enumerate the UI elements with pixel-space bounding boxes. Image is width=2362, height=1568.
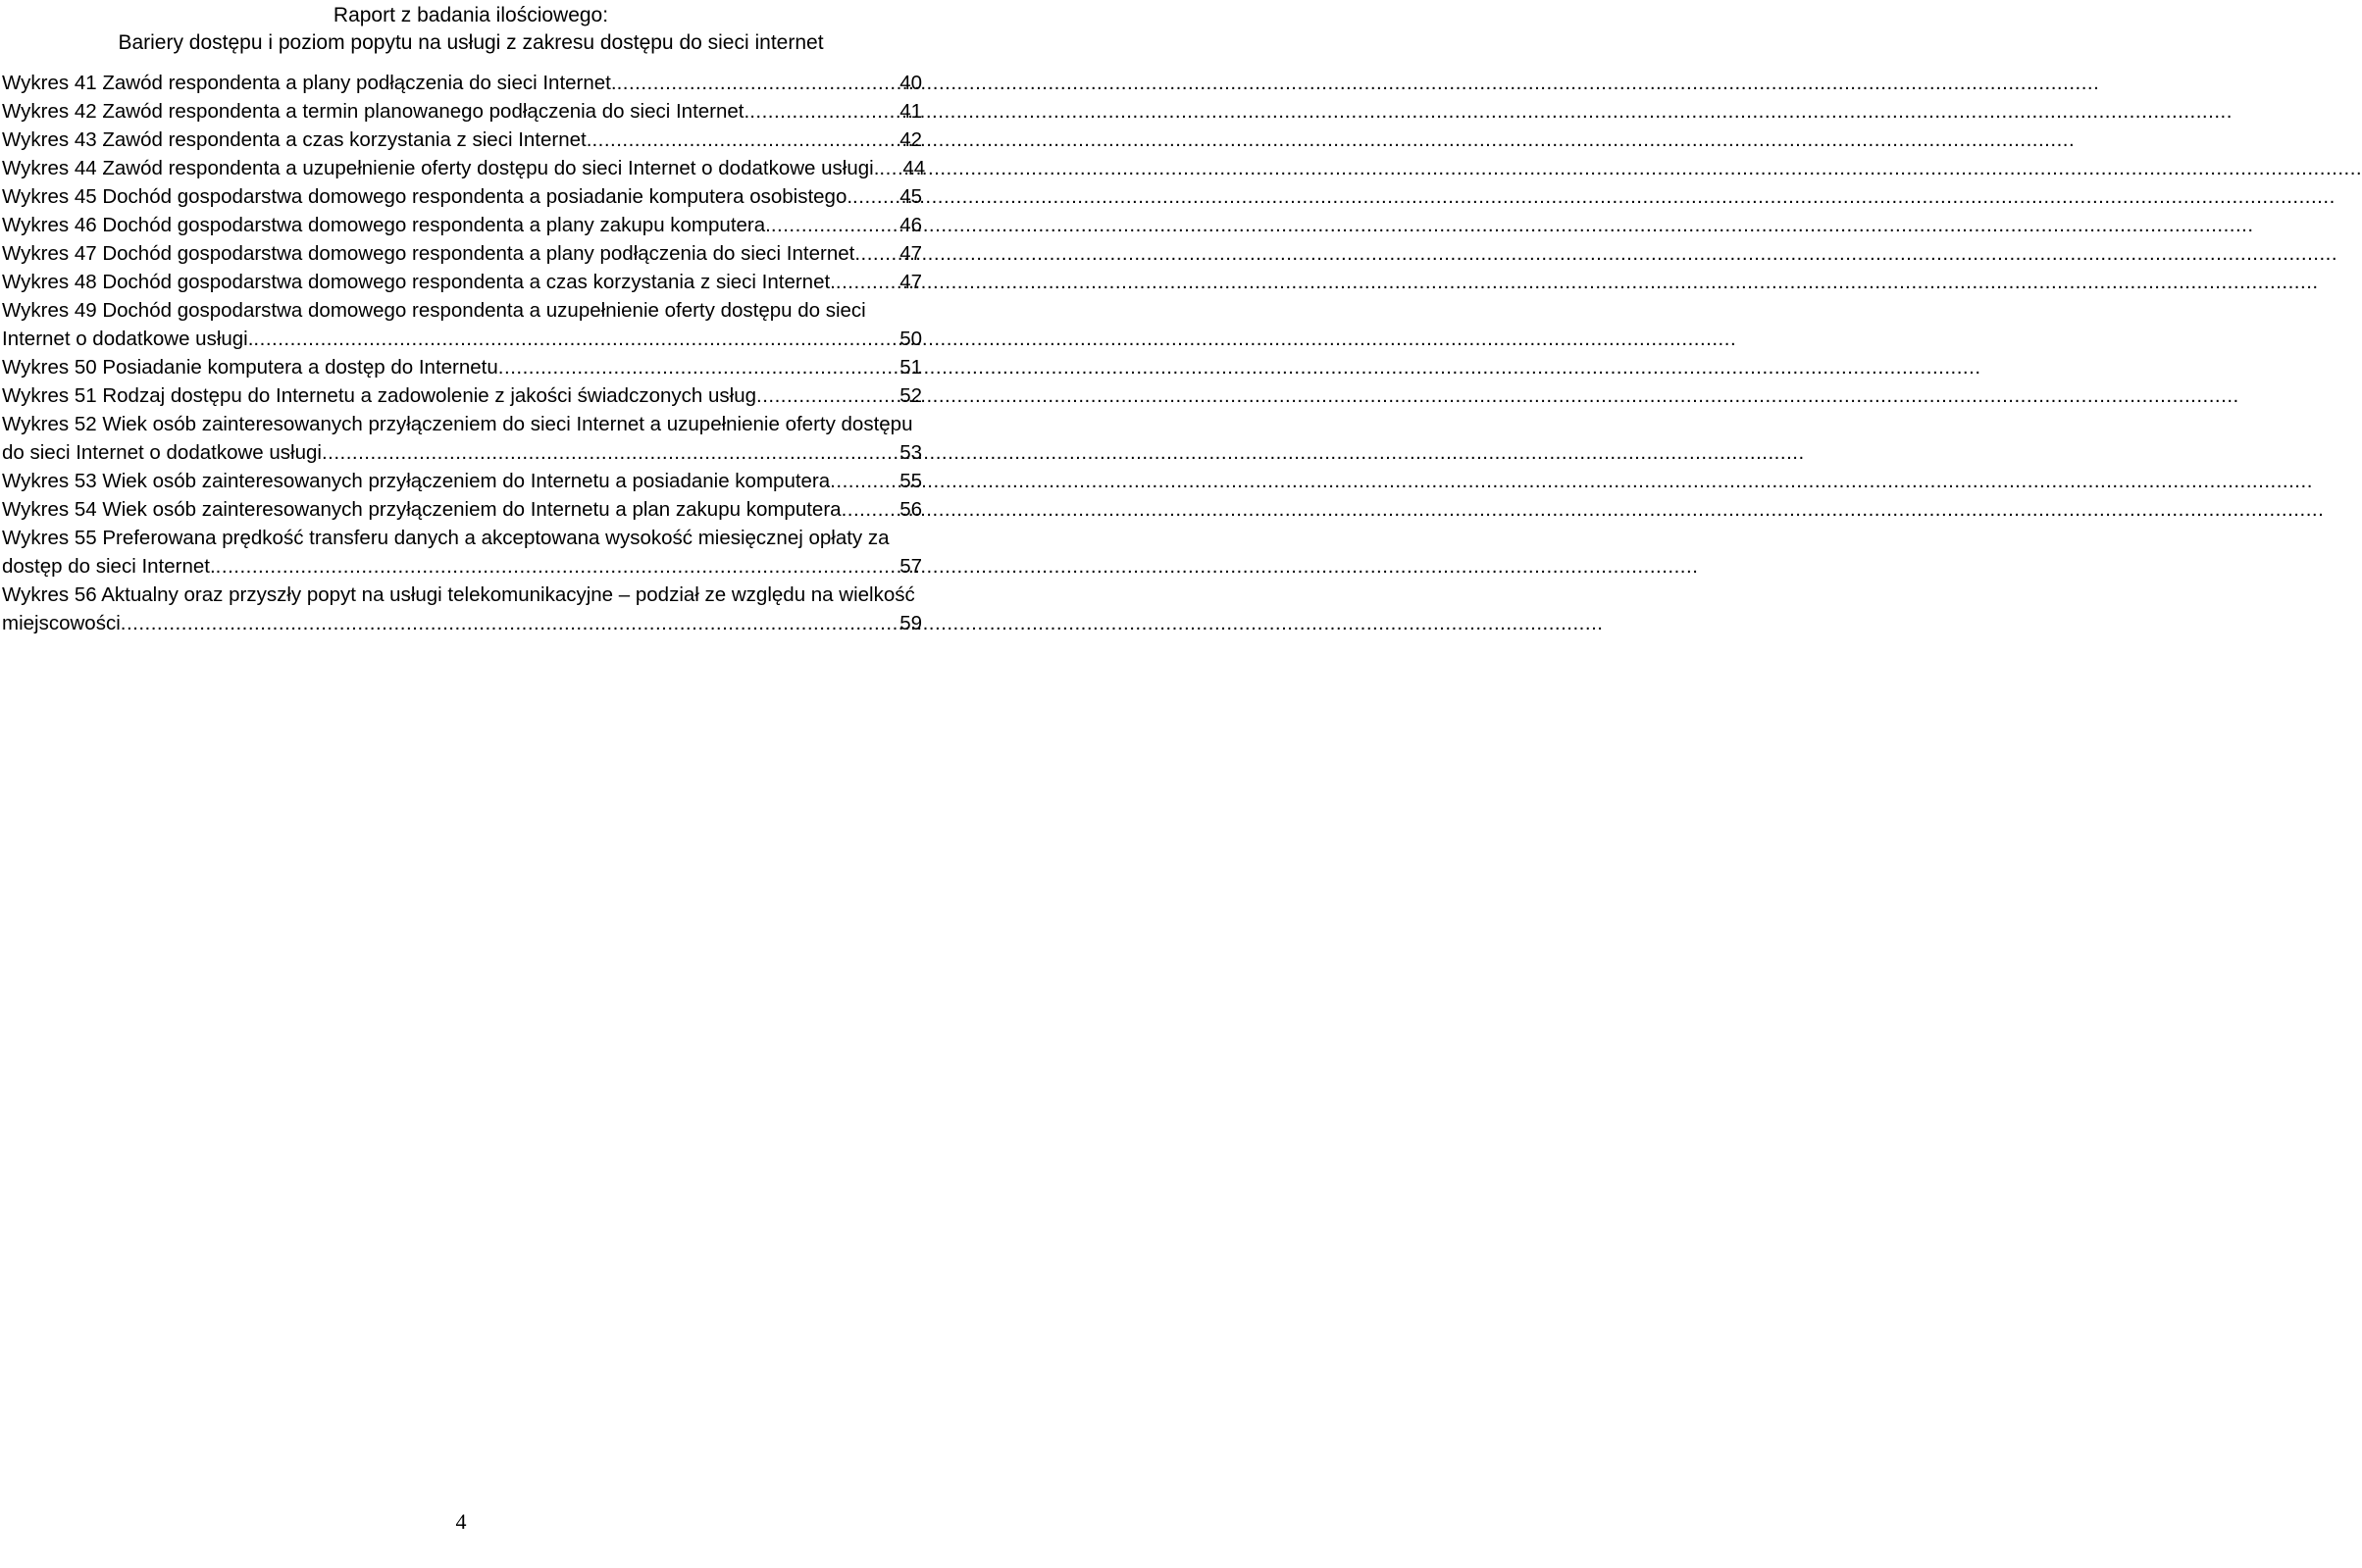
toc-entry-line [2, 97, 922, 126]
toc-entry-line [2, 268, 922, 296]
toc-entry-line [2, 438, 922, 467]
report-header [0, 2, 942, 57]
toc-entry-line [2, 552, 922, 581]
toc-entry[interactable] [2, 410, 922, 467]
page-number: 4 [455, 1509, 467, 1534]
toc-entry-line [2, 325, 922, 353]
toc-entry-title: Wykres 51 Rodzaj dostępu do Internetu a zadowolenie z jakości świadczonych usług [2, 384, 756, 407]
toc-page-number: 51 [899, 356, 922, 379]
toc-entry[interactable] [2, 296, 922, 353]
toc-entry[interactable] [2, 239, 922, 268]
toc-page-number: 41 [899, 100, 922, 123]
toc-dot-leader [322, 438, 896, 467]
toc-entry[interactable] [2, 353, 922, 381]
table-of-figures [2, 69, 926, 637]
toc-entry-title-line: Wykres 52 Wiek osób zainteresowanych przyłączeniem do sieci Internet a uzupełnienie oferty dostępu [2, 413, 913, 435]
toc-entry-line [2, 69, 922, 97]
toc-page-number: 47 [899, 271, 922, 293]
report-title: Raport z badania ilościowego: [333, 4, 609, 26]
toc-entry[interactable] [2, 581, 922, 637]
toc-dot-leader [854, 239, 896, 268]
toc-entry[interactable] [2, 126, 922, 154]
toc-entry-title-line: Wykres 55 Preferowana prędkość transferu danych a akceptowana wysokość miesięcznej opłaty za [2, 527, 890, 549]
toc-entry-title: Wykres 41 Zawód respondenta a plany podłączenia do sieci Internet. [2, 72, 617, 94]
toc-entry[interactable] [2, 211, 922, 239]
toc-entry[interactable] [2, 182, 922, 211]
toc-page-number: 56 [899, 498, 922, 521]
toc-entry[interactable] [2, 381, 922, 410]
report-subtitle: Bariery dostępu i poziom popytu na usługi z zakresu dostępu do sieci internet [118, 31, 824, 54]
toc-page-number: 40 [899, 72, 922, 94]
toc-entry[interactable] [2, 268, 922, 296]
toc-entry-title-line: Wykres 49 Dochód gospodarstwa domowego respondenta a uzupełnienie oferty dostępu do sieci [2, 299, 866, 322]
toc-entry-title: miejscowości [2, 612, 121, 634]
toc-entry[interactable] [2, 524, 922, 581]
toc-page-number: 52 [899, 384, 922, 407]
toc-dot-leader [842, 495, 897, 524]
toc-page-number: 44 [902, 157, 926, 179]
toc-entry-title-line: Wykres 56 Aktualny oraz przyszły popyt na usługi telekomunikacyjne – podział ze względu na wielkość [2, 583, 915, 606]
toc-page-number: 47 [899, 242, 922, 265]
toc-dot-leader [216, 552, 897, 581]
toc-dot-leader [591, 126, 896, 154]
toc-dot-leader [836, 268, 896, 296]
toc-entry-title: Wykres 54 Wiek osób zainteresowanych przyłączeniem do Internetu a plan zakupu komputera [2, 498, 842, 521]
toc-entry-line [2, 467, 922, 495]
toc-dot-leader [830, 467, 896, 495]
toc-entry-line [2, 154, 926, 182]
toc-entry-title: Wykres 42 Zawód respondenta a termin planowanego podłączenia do sieci Internet. [2, 100, 750, 123]
toc-entry-title: dostęp do sieci Internet. [2, 555, 216, 578]
toc-entry-title: Wykres 43 Zawód respondenta a czas korzystania z sieci Internet. [2, 128, 592, 151]
toc-entry[interactable] [2, 495, 922, 524]
toc-entry-title: Wykres 47 Dochód gospodarstwa domowego respondenta a plany podłączenia do sieci Internet [2, 242, 855, 265]
toc-page-number: 46 [899, 214, 922, 236]
toc-page-number: 55 [899, 470, 922, 492]
toc-dot-leader [253, 325, 896, 353]
toc-dot-leader [879, 154, 899, 182]
toc-dot-leader [756, 381, 896, 410]
toc-dot-leader [771, 211, 896, 239]
toc-entry-title: Wykres 44 Zawód respondenta a uzupełnienie oferty dostępu do sieci Internet o dodatkowe usługi. [2, 157, 880, 179]
toc-entry-line [2, 609, 922, 637]
toc-page-number: 50 [899, 328, 922, 350]
toc-entry-line [2, 239, 922, 268]
toc-entry-line [2, 495, 922, 524]
toc-page-number: 59 [899, 612, 922, 634]
toc-entry-title: Wykres 50 Posiadanie komputera a dostęp do Internetu [2, 356, 498, 379]
toc-entry[interactable] [2, 467, 922, 495]
toc-dot-leader [749, 97, 896, 126]
toc-entry-title: Wykres 53 Wiek osób zainteresowanych przyłączeniem do Internetu a posiadanie komputera [2, 470, 831, 492]
toc-entry-line [2, 353, 922, 381]
toc-entry-line [2, 182, 922, 211]
toc-dot-leader [852, 182, 896, 211]
toc-entry-title: Internet o dodatkowe usługi. [2, 328, 254, 350]
toc-entry-line [2, 381, 922, 410]
toc-entry-title: Wykres 46 Dochód gospodarstwa domowego respondenta a plany zakupu komputera. [2, 214, 771, 236]
toc-entry-title: Wykres 48 Dochód gospodarstwa domowego respondenta a czas korzystania z sieci Internet. [2, 271, 836, 293]
toc-page-number: 42 [899, 128, 922, 151]
toc-dot-leader [498, 353, 896, 381]
toc-entry[interactable] [2, 97, 922, 126]
toc-entry-title: Wykres 45 Dochód gospodarstwa domowego respondenta a posiadanie komputera osobistego. [2, 185, 853, 208]
toc-page-number: 53 [899, 441, 922, 464]
toc-page-number: 45 [899, 185, 922, 208]
toc-dot-leader [617, 69, 897, 97]
toc-entry[interactable] [2, 154, 926, 182]
toc-entry-title: do sieci Internet o dodatkowe usługi [2, 441, 322, 464]
toc-entry[interactable] [2, 69, 922, 97]
toc-page-number: 57 [899, 555, 922, 578]
toc-dot-leader [121, 609, 896, 637]
toc-entry-line [2, 211, 922, 239]
toc-entry-line [2, 126, 922, 154]
